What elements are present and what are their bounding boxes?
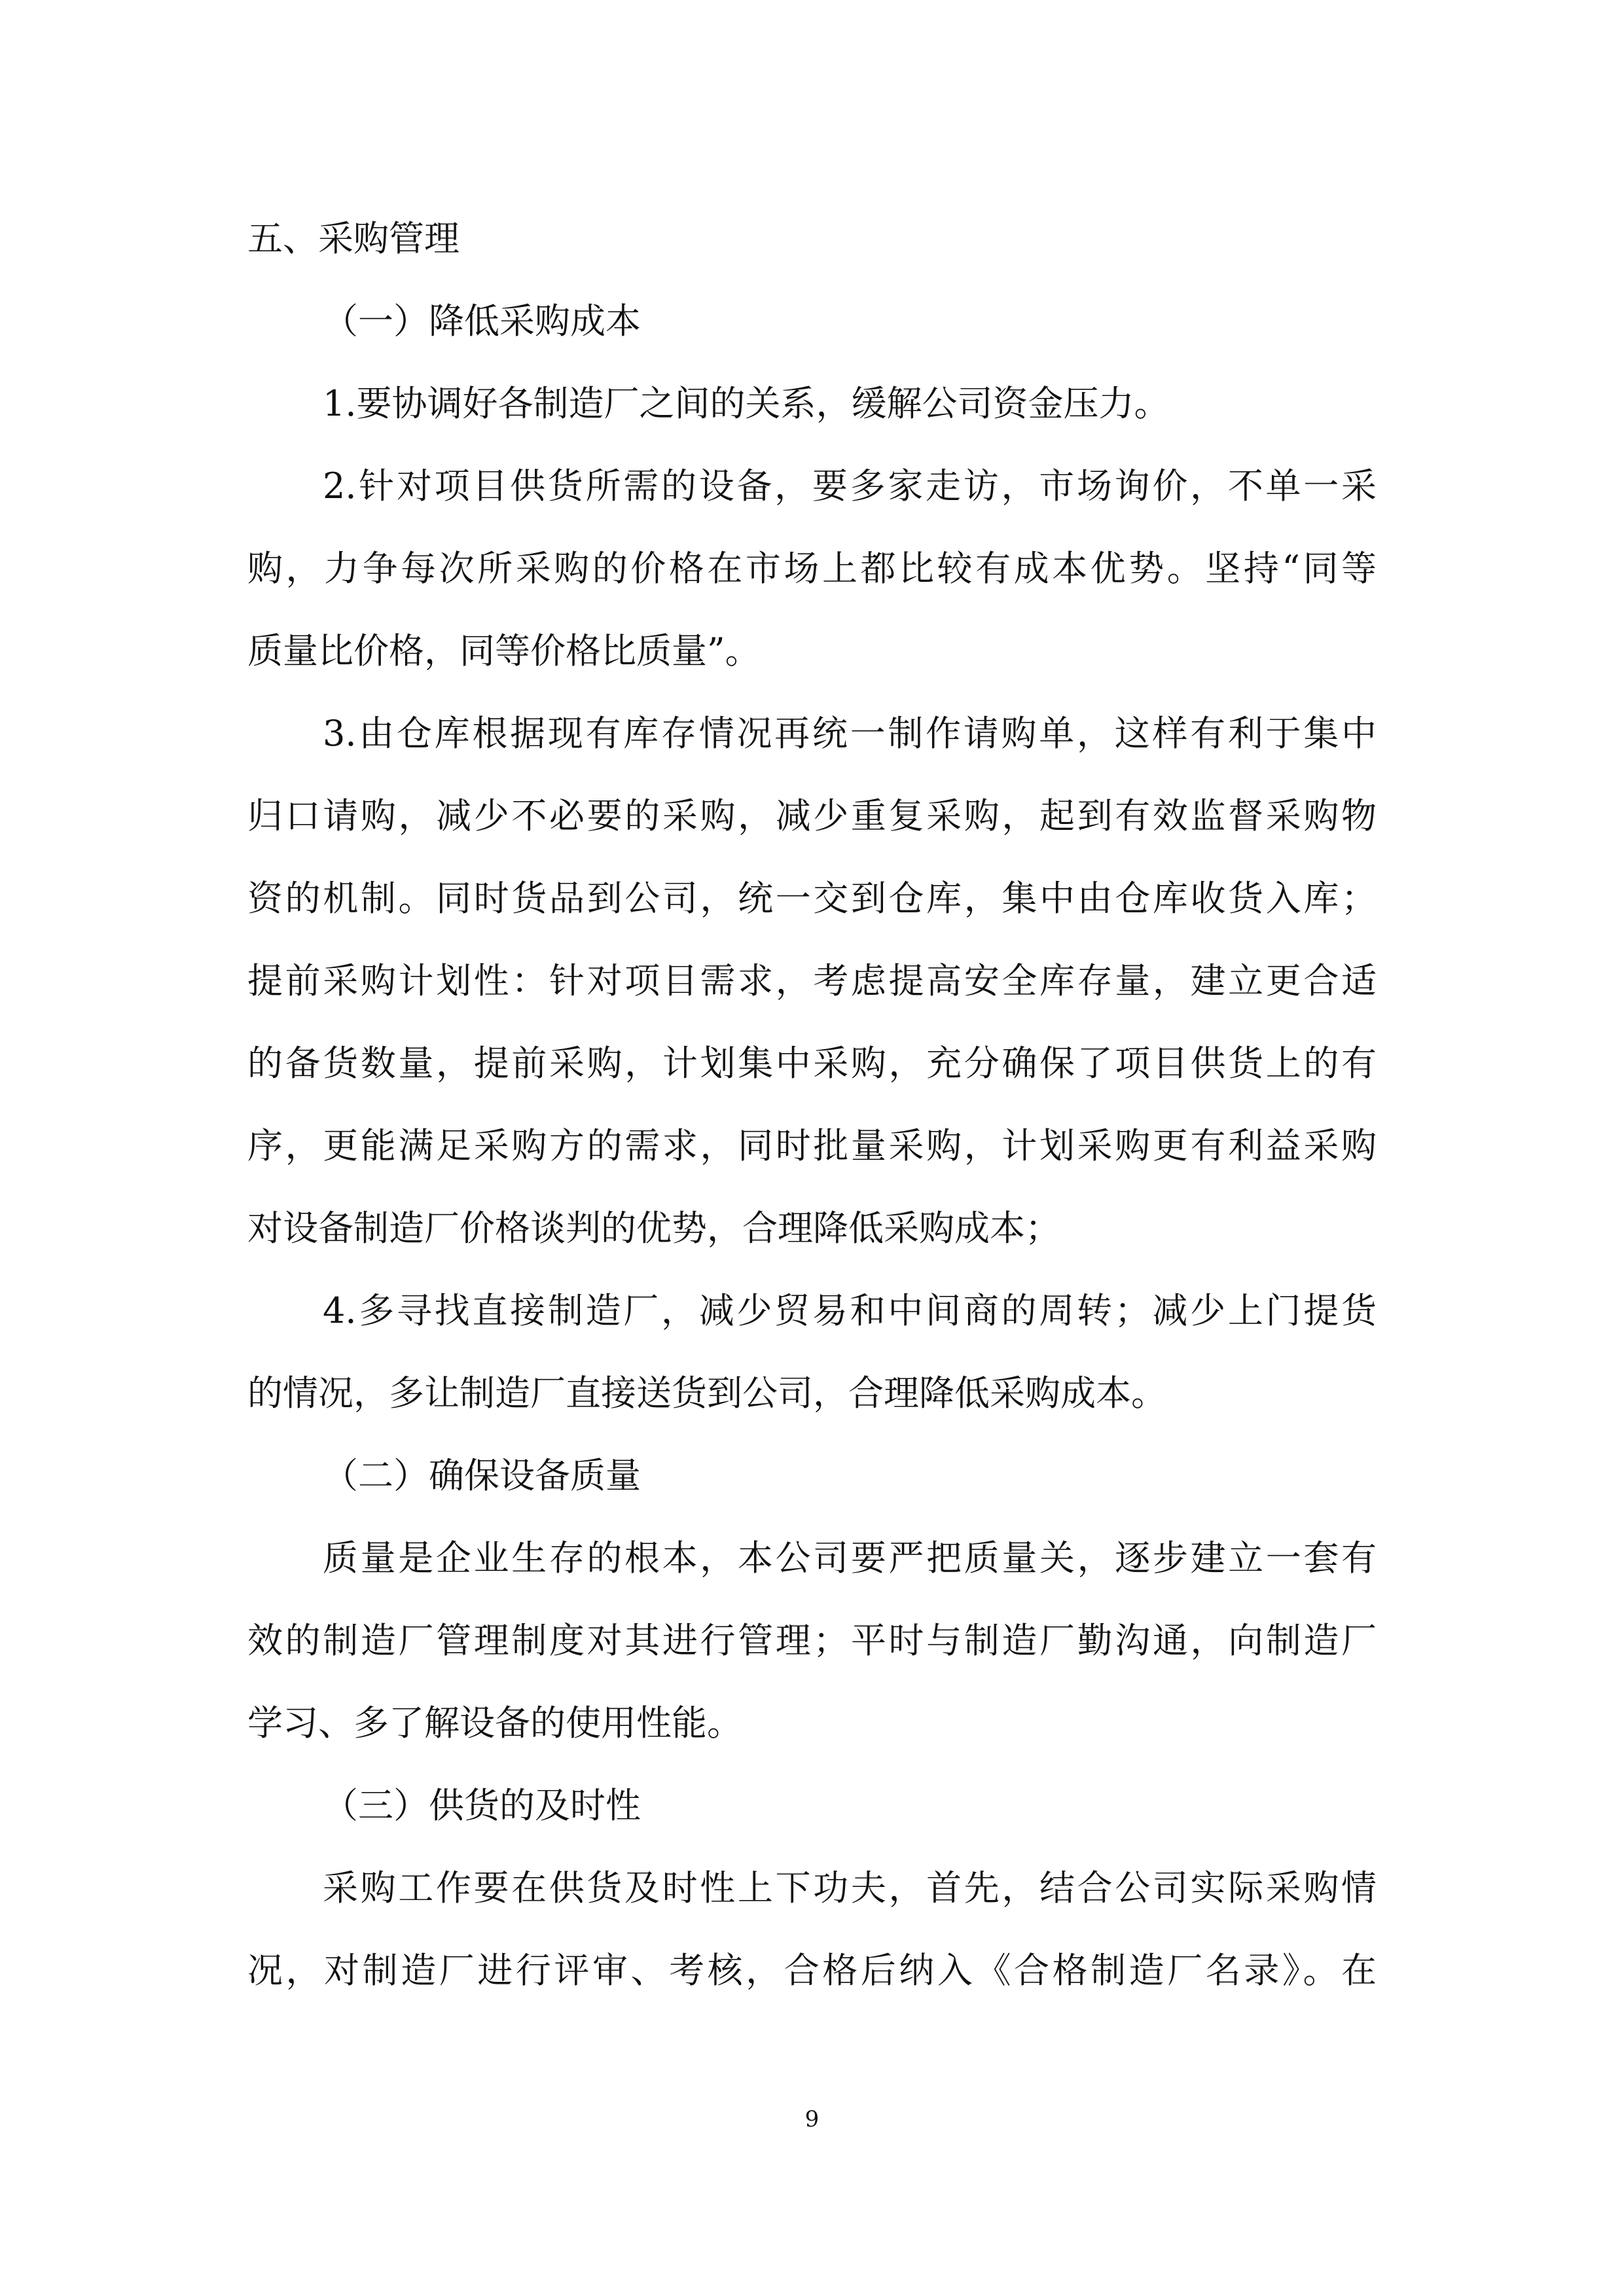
subsection-title-1: （一）降低采购成本 — [323, 300, 641, 342]
paragraph-quality-line-2: 效的制造厂管理制度对其进行管理；平时与制造厂勤沟通，向制造厂 — [247, 1620, 1377, 1661]
paragraph-item-2-line-2: 购，力争每次所采购的价格在市场上都比较有成本优势。坚持“同等 — [247, 548, 1377, 589]
paragraph-quality-line-1: 质量是企业生存的根本，本公司要严把质量关，逐步建立一套有 — [323, 1537, 1377, 1579]
paragraph-item-3-line-1: 3.由仓库根据现有库存情况再统一制作请购单，这样有利于集中 — [323, 713, 1377, 754]
paragraph-item-3-line-6: 序，更能满足采购方的需求，同时批量采购，计划采购更有利益采购 — [247, 1125, 1377, 1166]
paragraph-item-3-line-4: 提前采购计划性：针对项目需求，考虑提高安全库存量，建立更合适 — [247, 960, 1377, 1001]
paragraph-item-1: 1.要协调好各制造厂之间的关系，缓解公司资金压力。 — [323, 383, 1170, 424]
subsection-title-2: （二）确保设备质量 — [323, 1455, 641, 1496]
paragraph-item-2-line-3: 质量比价格，同等价格比质量”。 — [247, 630, 761, 672]
paragraph-item-4-line-1: 4.多寻找直接制造厂，减少贸易和中间商的周转；减少上门提货 — [323, 1290, 1377, 1331]
paragraph-item-3-line-7: 对设备制造厂价格谈判的优势，合理降低采购成本； — [247, 1208, 1060, 1249]
page-number: 9 — [804, 2106, 820, 2132]
section-title: 五、采购管理 — [247, 218, 460, 259]
paragraph-timely-line-2: 况，对制造厂进行评审、考核，合格后纳入《合格制造厂名录》。在 — [247, 1950, 1377, 1991]
paragraph-item-4-line-2: 的情况，多让制造厂直接送货到公司，合理降低采购成本。 — [247, 1372, 1166, 1414]
paragraph-item-3-line-3: 资的机制。同时货品到公司，统一交到仓库，集中由仓库收货入库； — [247, 878, 1377, 919]
paragraph-quality-line-3: 学习、多了解设备的使用性能。 — [247, 1702, 742, 1744]
subsection-title-3: （三）供货的及时性 — [323, 1785, 641, 1826]
paragraph-item-3-line-2: 归口请购，减少不必要的采购，减少重复采购，起到有效监督采购物 — [247, 795, 1377, 836]
paragraph-timely-line-1: 采购工作要在供货及时性上下功夫，首先，结合公司实际采购情 — [323, 1867, 1377, 1909]
paragraph-item-3-line-5: 的备货数量，提前采购，计划集中采购，充分确保了项目供货上的有 — [247, 1043, 1377, 1084]
paragraph-item-2-line-1: 2.针对项目供货所需的设备，要多家走访，市场询价，不单一采 — [323, 465, 1377, 507]
document-body — [247, 198, 1377, 2012]
